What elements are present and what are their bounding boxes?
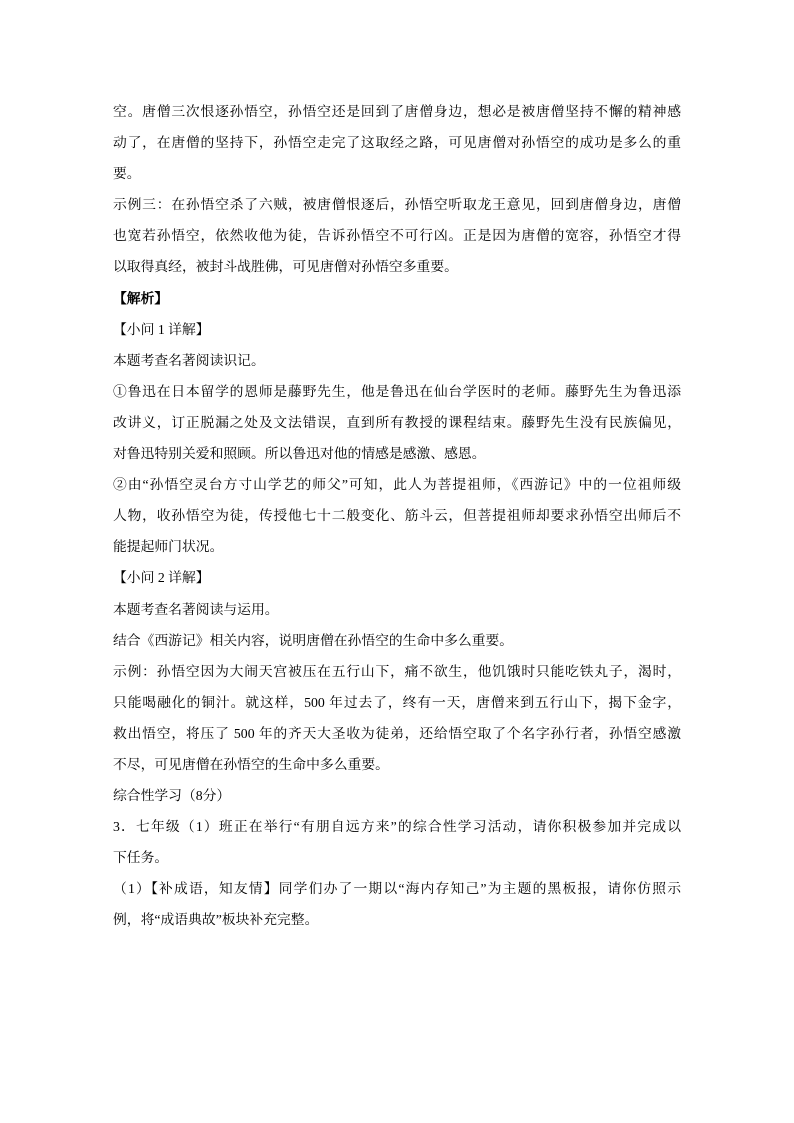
text-line: 示例三：在孙悟空杀了六贼，被唐僧恨逐后，孙悟空听取龙王意见，回到唐僧身边，唐僧 bbox=[113, 197, 681, 213]
text-line: 要。 bbox=[113, 166, 141, 182]
text-line: 只能喝融化的铜汁。就这样，500 年过去了，终有一天，唐僧来到五行山下，揭下金字， bbox=[113, 694, 681, 710]
text-line: 示例：孙悟空因为大闹天宫被压在五行山下，痛不欲生，他饥饿时只能吃铁丸子，渴时， bbox=[113, 663, 681, 679]
text-line: 空。唐僧三次恨逐孙悟空，孙悟空还是回到了唐僧身边，想必是被唐僧坚持不懈的精神感 bbox=[113, 104, 681, 119]
paragraph bbox=[113, 283, 681, 314]
text-line: 也宽若孙悟空，依然收他为徒，告诉孙悟空不可行凶。正是因为唐僧的宽容，孙悟空才得 bbox=[113, 228, 681, 244]
text-line: 本题考查名著阅读识记。 bbox=[113, 352, 265, 368]
text-line: 动了，在唐僧的坚持下，孙悟空走完了这取经之路，可见唐僧对孙悟空的成功是多么的重 bbox=[113, 135, 681, 151]
text-line: 不尽，可见唐僧在孙悟空的生命中多么重要。 bbox=[113, 756, 389, 772]
text-line: 【解析】 bbox=[113, 290, 169, 306]
text-line: 【小问 1 详解】 bbox=[113, 321, 210, 337]
paragraph bbox=[113, 594, 681, 625]
paragraph bbox=[113, 780, 681, 811]
paragraph bbox=[113, 469, 681, 562]
paragraph bbox=[113, 873, 681, 935]
text-line: 【小问 2 详解】 bbox=[113, 570, 210, 586]
text-line: 综合性学习（8分） bbox=[113, 788, 231, 804]
text-line: ①鲁迅在日本留学的恩师是藤野先生，他是鲁迅在仙台学医时的老师。藤野先生为鲁迅添 bbox=[113, 383, 681, 399]
paragraph bbox=[113, 562, 681, 593]
text-line: 结合《西游记》相关内容，说明唐僧在孙悟空的生命中多么重要。 bbox=[113, 632, 514, 648]
text-line: 人物，收孙悟空为徒，传授他七十二般变化、筋斗云，但菩提祖师却要求孙悟空出师后不 bbox=[113, 508, 681, 524]
text-line: 下任务。 bbox=[113, 850, 169, 866]
text-line: 以取得真经，被封斗战胜佛，可见唐僧对孙悟空多重要。 bbox=[113, 259, 458, 275]
paragraph bbox=[113, 811, 681, 873]
paragraph bbox=[113, 314, 681, 345]
text-line: 救出悟空，将压了 500 年的齐天大圣收为徒弟，还给悟空取了个名字孙行者，孙悟空感激 bbox=[113, 725, 681, 741]
text-line: （1）【补成语，知友情】同学们办了一期以“海内存知己”为主题的黑板报，请你仿照示 bbox=[113, 881, 681, 897]
text-line: 改讲义，订正脱漏之处及文法错误，直到所有教授的课程结束。藤野先生没有民族偏见， bbox=[113, 414, 681, 430]
paragraph bbox=[113, 345, 681, 376]
paragraph bbox=[113, 625, 681, 656]
paragraph bbox=[113, 656, 681, 780]
document-body bbox=[113, 96, 681, 936]
text-line: 对鲁迅特别关爱和照顾。所以鲁迅对他的情感是感激、感恩。 bbox=[113, 446, 486, 462]
text-line: 本题考查名著阅读与运用。 bbox=[113, 601, 279, 617]
text-line: 例，将“成语典故”板块补充完整。 bbox=[113, 912, 319, 928]
paragraph bbox=[113, 96, 681, 189]
text-line: ②由“孙悟空灵台方寸山学艺的师父”可知，此人为菩提祖师，《西游记》中的一位祖师级 bbox=[113, 477, 681, 493]
text-line: 能提起师门状况。 bbox=[113, 539, 224, 555]
text-line: 3．七年级（1）班正在举行“有朋自远方来”的综合性学习活动，请你积极参加并完成以 bbox=[113, 819, 681, 835]
paragraph bbox=[113, 376, 681, 469]
paragraph bbox=[113, 189, 681, 282]
